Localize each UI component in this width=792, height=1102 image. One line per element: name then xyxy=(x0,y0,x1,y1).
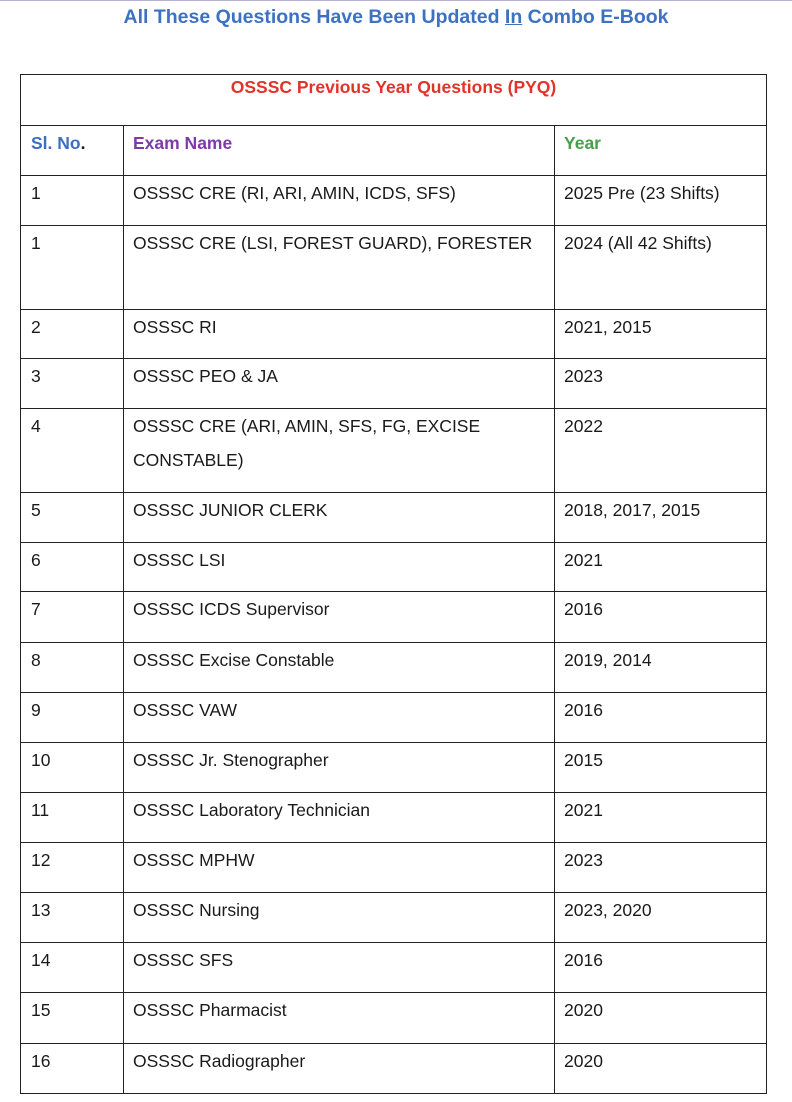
cell-exam-name-text: OSSSC LSI xyxy=(133,550,226,570)
cell-year-text: 2018, 2017, 2015 xyxy=(564,500,701,520)
cell-sl-no-text: 8 xyxy=(31,650,41,670)
cell-sl-no-text: 6 xyxy=(31,550,41,570)
cell-year-text: 2024 (All 42 Shifts) xyxy=(564,233,712,253)
table-title: OSSSC Previous Year Questions (PYQ) xyxy=(230,77,557,97)
cell-sl-no-text: 14 xyxy=(31,950,51,970)
cell-sl-no-text: 11 xyxy=(31,800,50,820)
cell-year-text: 2019, 2014 xyxy=(564,650,652,670)
cell-exam-name xyxy=(124,1044,555,1094)
table-row xyxy=(21,1044,767,1094)
cell-sl-no xyxy=(21,1044,124,1094)
header-sl-no-label: Sl. No xyxy=(31,133,81,153)
cell-year-text: 2016 xyxy=(564,599,603,619)
cell-sl-no-text: 2 xyxy=(31,317,41,337)
cell-exam-name-text: OSSSC Pharmacist xyxy=(133,1000,287,1020)
header-year-label: Year xyxy=(564,133,601,153)
cell-year-text: 2015 xyxy=(564,750,603,770)
cell-year-text: 2023 xyxy=(564,850,603,870)
cell-sl-no-text: 5 xyxy=(31,500,41,520)
cell-exam-name-text: OSSSC MPHW xyxy=(133,850,255,870)
cell-exam-name-text: OSSSC CRE (ARI, AMIN, SFS, FG, EXCISE CONSTABLE) xyxy=(133,416,481,470)
cell-exam-name-text: OSSSC ICDS Supervisor xyxy=(133,599,330,619)
cell-year-text: 2025 Pre (23 Shifts) xyxy=(564,183,720,203)
cell-exam-name-text: OSSSC VAW xyxy=(133,700,238,720)
table-row xyxy=(21,409,767,493)
cell-year-text: 2021 xyxy=(564,800,603,820)
cell-sl-no-text: 1 xyxy=(31,233,41,253)
cell-year-text: 2023, 2020 xyxy=(564,900,652,920)
cell-exam-name-text: OSSSC SFS xyxy=(133,950,234,970)
cell-sl-no-text: 3 xyxy=(31,366,41,386)
banner-text-start: All These Questions Have Been Updated xyxy=(123,6,505,28)
cell-year xyxy=(555,1044,767,1094)
cell-sl-no-text: 10 xyxy=(31,750,51,770)
cell-exam-name-text: OSSSC Nursing xyxy=(133,900,260,920)
cell-exam-name-text: OSSSC JUNIOR CLERK xyxy=(133,500,328,520)
cell-year-text: 2016 xyxy=(564,700,603,720)
cell-sl-no-text: 15 xyxy=(31,1000,51,1020)
cell-sl-no xyxy=(21,226,124,310)
cell-year-text: 2020 xyxy=(564,1000,603,1020)
cell-exam-name-text: OSSSC PEO & JA xyxy=(133,366,278,386)
cell-exam-name-text: OSSSC Radiographer xyxy=(133,1051,306,1071)
cell-exam-name-text: OSSSC Excise Constable xyxy=(133,650,335,670)
banner-text-underlined: In xyxy=(504,6,523,28)
cell-year-text: 2023 xyxy=(564,366,603,386)
cell-year xyxy=(555,409,767,493)
cell-sl-no-text: 1 xyxy=(31,183,41,203)
cell-year-text: 2016 xyxy=(564,950,603,970)
cell-sl-no-text: 9 xyxy=(31,700,41,720)
cell-exam-name xyxy=(124,409,555,493)
cell-exam-name-text: OSSSC CRE (RI, ARI, AMIN, ICDS, SFS) xyxy=(133,183,456,203)
header-exam-name-label: Exam Name xyxy=(133,133,233,153)
cell-year-text: 2022 xyxy=(564,416,603,436)
cell-exam-name xyxy=(124,226,555,310)
cell-exam-name-text: OSSSC CRE (LSI, FOREST GUARD), FORESTER xyxy=(133,233,533,253)
cell-exam-name-text: OSSSC RI xyxy=(133,317,217,337)
cell-sl-no-text: 7 xyxy=(31,599,41,619)
cell-sl-no-text: 16 xyxy=(31,1051,51,1071)
cell-exam-name-text: OSSSC Jr. Stenographer xyxy=(133,750,329,770)
header-sl-no-suffix: . xyxy=(80,133,86,153)
banner-heading xyxy=(0,4,792,30)
cell-year-text: 2020 xyxy=(564,1051,603,1071)
cell-sl-no-text: 13 xyxy=(31,900,51,920)
cell-year-text: 2021 xyxy=(564,550,603,570)
cell-exam-name-text: OSSSC Laboratory Technician xyxy=(133,800,371,820)
banner-text-end: Combo E-Book xyxy=(522,6,669,28)
top-divider xyxy=(0,0,792,1)
cell-sl-no-text: 4 xyxy=(31,416,41,436)
pyq-table xyxy=(20,74,767,1094)
cell-year xyxy=(555,226,767,310)
cell-sl-no xyxy=(21,409,124,493)
table-row xyxy=(21,226,767,310)
cell-sl-no-text: 12 xyxy=(31,850,51,870)
cell-year-text: 2021, 2015 xyxy=(564,317,652,337)
